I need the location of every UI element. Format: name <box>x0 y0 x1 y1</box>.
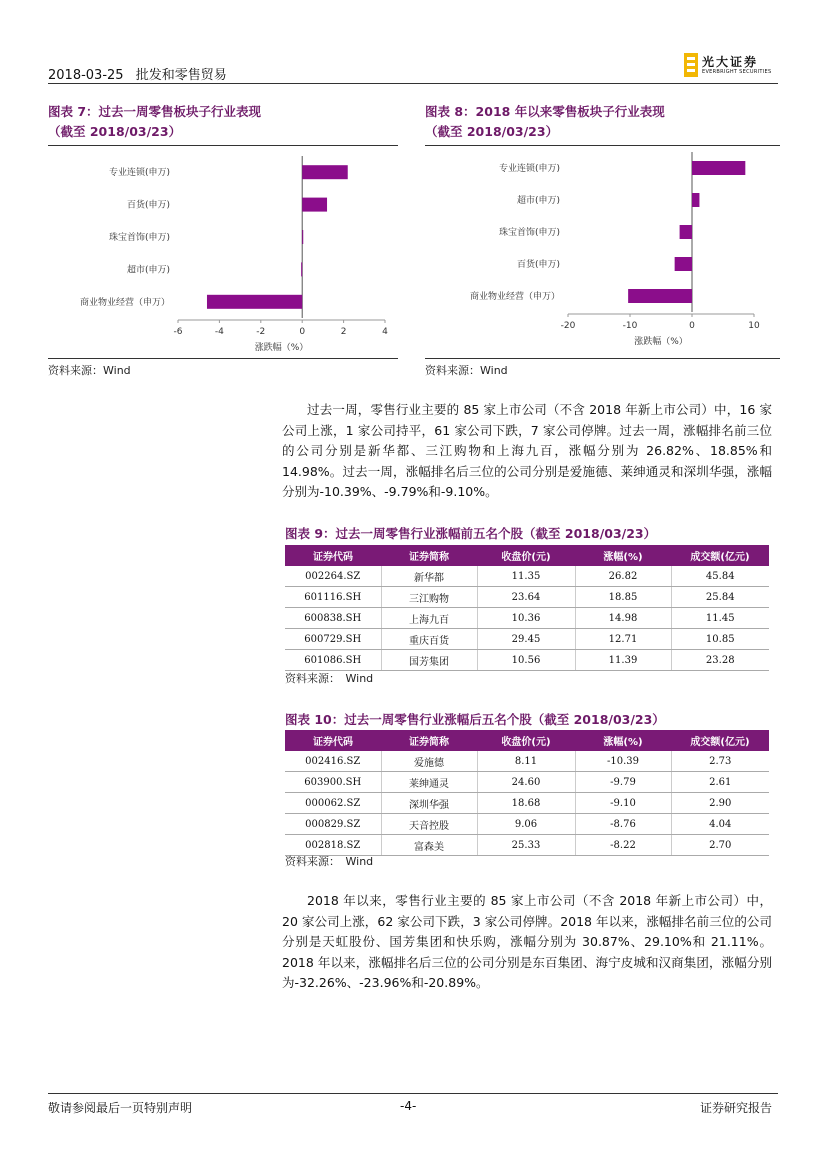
chart-bar <box>680 225 692 239</box>
fig8-title <box>425 102 780 142</box>
table-row <box>285 608 769 629</box>
fig8-source: 资料来源：Wind <box>425 364 508 377</box>
cell-code: 601086.SH <box>285 650 381 671</box>
header-date-sector <box>48 64 227 83</box>
cell-name: 三江购物 <box>381 587 477 608</box>
chart-category-label: 百货(申万) <box>516 260 560 270</box>
cell-name: 新华都 <box>381 566 477 587</box>
table9-header-code: 证券代码 <box>285 545 381 566</box>
cell-code: 600838.SH <box>285 608 381 629</box>
table-row <box>285 814 769 835</box>
cell-close: 10.56 <box>477 650 575 671</box>
table9-header-close: 收盘价(元) <box>477 545 575 566</box>
chart-category-label: 商业物业经营（申万） <box>469 292 560 302</box>
chart-tick-label: -2 <box>256 327 266 337</box>
fig7-source: 资料来源：Wind <box>48 364 131 377</box>
chart-tick-label: 10 <box>748 321 760 331</box>
fig7-bottom-rule <box>48 358 398 359</box>
chart-bar <box>302 230 303 244</box>
footer-disclaimer: 敬请参阅最后一页特别声明 <box>48 1101 193 1115</box>
cell-close: 18.68 <box>477 793 575 814</box>
cell-name: 天音控股 <box>381 814 477 835</box>
fig7-top-rule <box>48 145 398 146</box>
header-sector: 批发和零售贸易 <box>135 68 227 83</box>
fig8-title-line2: （截至 2018/03/23） <box>425 124 559 139</box>
table9-title: 图表 9：过去一周零售行业涨幅前五名个股（截至 2018/03/23） <box>285 526 657 541</box>
cell-close: 11.35 <box>477 566 575 587</box>
chart-category-label: 商业物业经营（申万） <box>79 297 170 308</box>
fig7-title-line2: （截至 2018/03/23） <box>48 124 182 139</box>
cell-change: -9.79 <box>575 772 671 793</box>
cell-name: 莱绅通灵 <box>381 772 477 793</box>
cell-turnover: 45.84 <box>671 566 769 587</box>
fig7-chart <box>48 148 398 356</box>
table9-source: 资料来源： Wind <box>285 672 374 685</box>
table10-source: 资料来源： Wind <box>285 855 374 868</box>
table-row <box>285 772 769 793</box>
table10-header-row <box>285 730 769 751</box>
cell-turnover: 11.45 <box>671 608 769 629</box>
table10-header-change: 涨幅(%) <box>575 730 671 751</box>
paragraph-ytd-text: 2018 年以来，零售行业主要的 85 家上市公司（不含 2018 年新上市公司）中，20 家公司上涨，62 家公司下跌，3 家公司停牌。2018 年以来，涨幅排名前三位的公司分别是天虹股份、国芳集团和快乐购，涨幅分别为 30.87%、29.10%和 21.11%。2018 年以来，涨幅排名后三位的公司分别是东百集团、海宁皮城和汉商集团，涨幅分别为-32.26%、-23.96%和-20.89%。 <box>282 893 772 990</box>
fig8-top-rule <box>425 145 780 146</box>
paragraph-week <box>282 400 772 503</box>
cell-turnover: 10.85 <box>671 629 769 650</box>
cell-code: 600729.SH <box>285 629 381 650</box>
cell-change: 11.39 <box>575 650 671 671</box>
paragraph-week-text: 过去一周，零售行业主要的 85 家上市公司（不含 2018 年新上市公司）中，16 家公司上涨，1 家公司持平，61 家公司下跌，7 家公司停牌。过去一周，涨幅排名前三位的公司分别是新华都、三江购物和上海九百，涨幅分别为 26.82%、18.85%和 14.98%。过去一周，涨幅排名后三位的公司分别是爱施德、莱绅通灵和深圳华强，涨幅分别为-10.39%、-9.79%和-9.10%。 <box>282 402 772 499</box>
chart-category-label: 珠宝首饰(申万) <box>498 228 560 238</box>
chart-category-label: 珠宝首饰(申万) <box>108 233 170 243</box>
table-row <box>285 650 769 671</box>
logo-mark-icon <box>684 53 698 77</box>
cell-turnover: 25.84 <box>671 587 769 608</box>
table-row <box>285 793 769 814</box>
paragraph-ytd <box>282 891 772 994</box>
table10-header-turnover: 成交额(亿元) <box>671 730 769 751</box>
table-row <box>285 587 769 608</box>
cell-name: 国芳集团 <box>381 650 477 671</box>
cell-close: 29.45 <box>477 629 575 650</box>
table-row <box>285 566 769 587</box>
table9-header-name: 证券简称 <box>381 545 477 566</box>
fig8-chart <box>425 148 780 356</box>
cell-name: 上海九百 <box>381 608 477 629</box>
cell-name: 深圳华强 <box>381 793 477 814</box>
table9 <box>285 545 769 671</box>
company-logo <box>684 53 779 79</box>
chart-tick-label: -6 <box>173 327 183 337</box>
cell-change: 18.85 <box>575 587 671 608</box>
table10-header-name: 证券简称 <box>381 730 477 751</box>
chart-tick-label: 0 <box>689 321 695 331</box>
header-rule <box>48 83 778 84</box>
table10-title: 图表 10：过去一周零售行业涨幅后五名个股（截至 2018/03/23） <box>285 712 665 727</box>
cell-change: -9.10 <box>575 793 671 814</box>
chart-bar <box>301 262 302 276</box>
table10-header-code: 证券代码 <box>285 730 381 751</box>
footer-report-type: 证券研究报告 <box>700 1101 773 1115</box>
cell-close: 10.36 <box>477 608 575 629</box>
chart-x-axis-label: 涨跌幅（%） <box>254 343 309 353</box>
chart-category-label: 超市(申万) <box>516 196 560 206</box>
cell-change: 12.71 <box>575 629 671 650</box>
cell-code: 002264.SZ <box>285 566 381 587</box>
table10-header-close: 收盘价(元) <box>477 730 575 751</box>
cell-turnover: 23.28 <box>671 650 769 671</box>
chart-bar <box>302 165 348 179</box>
cell-change: 26.82 <box>575 566 671 587</box>
chart-category-label: 百货(申万) <box>126 200 170 211</box>
cell-code: 601116.SH <box>285 587 381 608</box>
table-row <box>285 751 769 772</box>
footer-page-number: -4- <box>400 1099 417 1113</box>
chart-x-axis-label: 涨跌幅（%） <box>634 337 688 347</box>
chart-tick-label: -10 <box>622 321 638 331</box>
cell-code: 000829.SZ <box>285 814 381 835</box>
cell-change: 14.98 <box>575 608 671 629</box>
logo-text-cn: 光大证券 <box>702 55 759 69</box>
logo-text-en: EVERBRIGHT SECURITIES <box>702 69 772 75</box>
chart-category-label: 专业连锁(申万) <box>498 164 560 174</box>
table10 <box>285 730 769 856</box>
fig7-title <box>48 102 398 142</box>
cell-code: 603900.SH <box>285 772 381 793</box>
cell-code: 000062.SZ <box>285 793 381 814</box>
table9-header-row <box>285 545 769 566</box>
chart-category-label: 专业连锁(申万) <box>108 168 170 179</box>
cell-turnover: 4.04 <box>671 814 769 835</box>
cell-close: 24.60 <box>477 772 575 793</box>
fig7-title-line1: 图表 7：过去一周零售板块子行业表现 <box>48 104 262 119</box>
cell-name: 重庆百货 <box>381 629 477 650</box>
chart-tick-label: -4 <box>214 327 224 337</box>
table9-header-change: 涨幅(%) <box>575 545 671 566</box>
cell-code: 002416.SZ <box>285 751 381 772</box>
cell-turnover: 2.70 <box>671 835 769 856</box>
chart-tick-label: 2 <box>340 327 347 337</box>
chart-tick-label: 4 <box>382 327 388 337</box>
cell-change: -8.76 <box>575 814 671 835</box>
chart-bar <box>302 198 327 212</box>
chart-bar <box>207 295 302 309</box>
cell-name: 富森美 <box>381 835 477 856</box>
header-date: 2018-03-25 <box>48 68 124 83</box>
cell-turnover: 2.73 <box>671 751 769 772</box>
fig8-title-line1: 图表 8：2018 年以来零售板块子行业表现 <box>425 104 665 119</box>
chart-bar <box>692 193 699 207</box>
table-row <box>285 629 769 650</box>
cell-close: 8.11 <box>477 751 575 772</box>
cell-close: 23.64 <box>477 587 575 608</box>
cell-close: 25.33 <box>477 835 575 856</box>
chart-bar <box>628 289 692 303</box>
cell-change: -10.39 <box>575 751 671 772</box>
chart-tick-label: 0 <box>299 327 306 337</box>
cell-close: 9.06 <box>477 814 575 835</box>
fig8-bottom-rule <box>425 358 780 359</box>
chart-category-label: 超市(申万) <box>126 265 170 276</box>
chart-tick-label: -20 <box>560 321 576 331</box>
chart-bar <box>692 161 745 175</box>
cell-name: 爱施德 <box>381 751 477 772</box>
footer-rule <box>48 1093 778 1094</box>
table9-header-turnover: 成交额(亿元) <box>671 545 769 566</box>
cell-change: -8.22 <box>575 835 671 856</box>
cell-code: 002818.SZ <box>285 835 381 856</box>
cell-turnover: 2.90 <box>671 793 769 814</box>
cell-turnover: 2.61 <box>671 772 769 793</box>
chart-bar <box>675 257 692 271</box>
